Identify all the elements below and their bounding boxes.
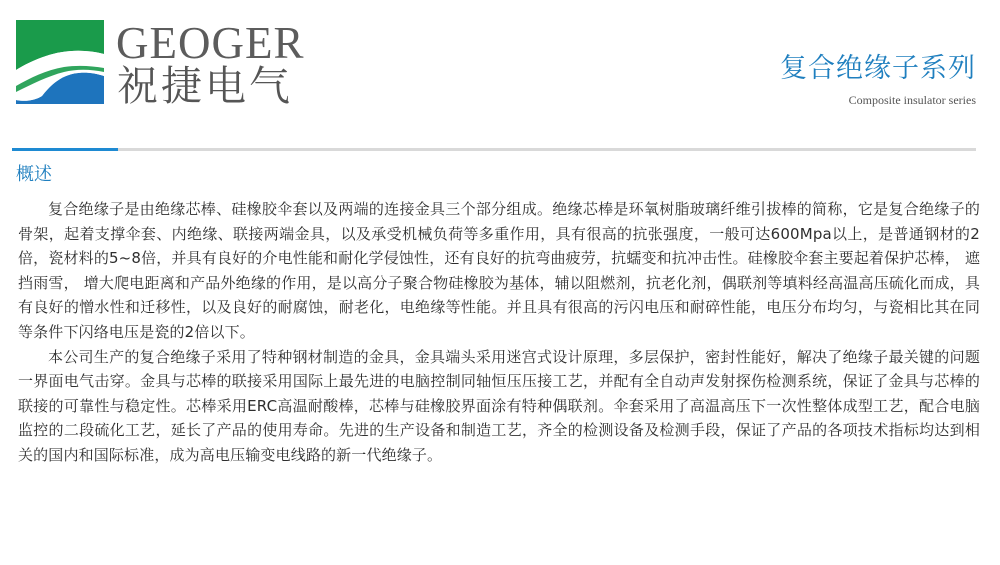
paragraph: 复合绝缘子是由绝缘芯棒、硅橡胶伞套以及两端的连接金具三个部分组成。绝缘芯棒是环氧树脂玻璃纤维引拔棒的简称，它是复合绝缘子的骨架，起着支撑伞套、内绝缘、联接两端金具，以及承受机械负荷等多重作用，具有很高的抗张强度，一般可达600Mpa以上，是普通钢材的2倍，瓷材料的5~8倍，并具有良好的介电性能和耐化学侵蚀性，还有良好的抗弯曲疲劳，抗蠕变和抗冲击性。硅橡胶伞套主要起着保护芯棒， 遮挡雨雪， 增大爬电距离和产品外绝缘的作用，是以高分子聚合物硅橡胶为基体，辅以阻燃剂，抗老化剂，偶联剂等填料经高温高压硫化而成，具有良好的憎水性和迁移性，以及良好的耐腐蚀，耐老化，电绝缘等性能。并且具有很高的污闪电压和耐碎性能，电压分布均匀，与瓷相比其在同等条件下闪络电压是瓷的2倍以下。 [18, 200, 980, 341]
divider-accent [12, 148, 118, 151]
paragraph: 本公司生产的复合绝缘子采用了特种钢材制造的金具，金具端头采用迷宫式设计原理，多层保护，密封性能好，解决了绝缘子最关键的问题一界面电气击穿。金具与芯棒的联接采用国际上最先进的电脑控制同轴恒压压接工艺，并配有全自动声发射探伤检测系统，保证了金具与芯棒的联接的可靠性与稳定性。芯棒采用ERC高温耐酸棒，芯棒与硅橡胶界面涂有特种偶联剂。伞套采用了高温高压下一次性整体成型工艺，配合电脑监控的二段硫化工艺，延长了产品的使用寿命。先进的生产设备和制造工艺，齐全的检测设备及检测手段，保证了产品的各项技术指标均达到相关的国内和国际标准，成为高电压输变电线路的新一代绝缘子。 [18, 347, 980, 464]
section-heading: 概述 [16, 164, 52, 185]
series-title: 复合绝缘子系列 [780, 53, 976, 84]
header-divider [12, 148, 976, 151]
brand-name-en: GEOGER [116, 18, 305, 68]
section-body [18, 197, 980, 468]
series-subtitle: Composite insulator series [848, 93, 976, 107]
page-header [0, 0, 1000, 150]
geoger-logo-icon [16, 20, 104, 104]
brand-name-cn: 祝捷电气 [117, 62, 293, 110]
